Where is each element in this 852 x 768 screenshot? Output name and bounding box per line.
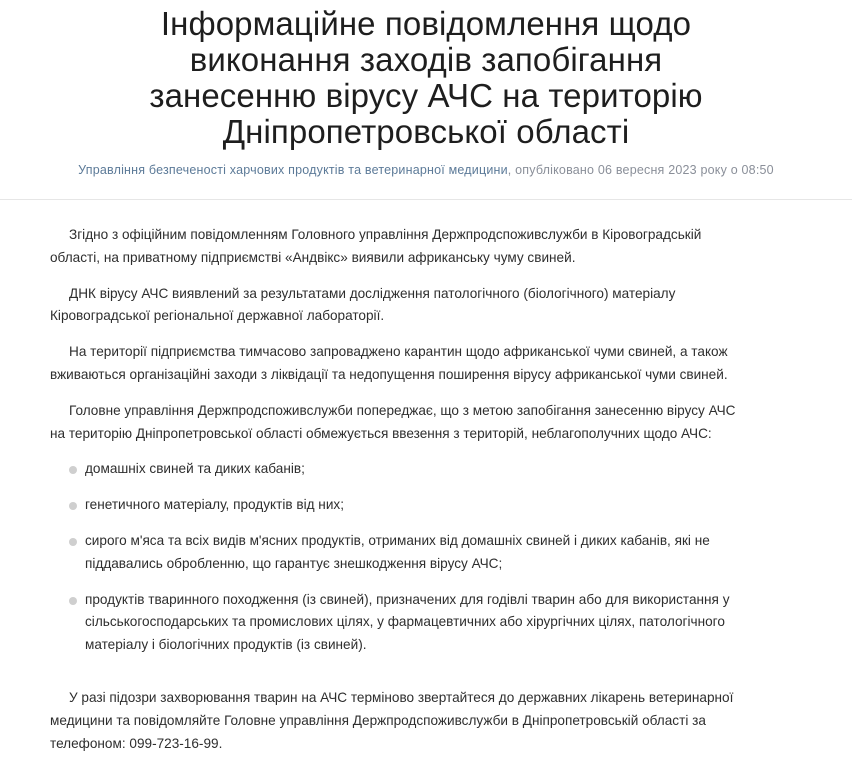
closing-paragraph: У разі підозри захворювання тварин на АЧС терміново звертайтеся до державних лікарень ветеринарної медицини та повідомляйте Головне управління Держпродспоживслужби в Дніпропетровській області за телефоном: 099-723-16-99. (50, 689, 734, 751)
header-divider (0, 199, 852, 200)
paragraph: На території підприємства тимчасово запроваджено карантин щодо африканської чуми свиней, а також вживаються організаційні заходи з ліквідації та недопущення поширення вірусу африканської чуми свиней. (50, 344, 728, 382)
list-item (50, 458, 752, 481)
list-item-text: генетичного матеріалу, продуктів від них; (85, 497, 344, 513)
list-item (50, 494, 752, 517)
organization-link[interactable]: Управління безпеченості харчових продуктів та ветеринарної медицини (78, 163, 508, 177)
bullet-icon (69, 466, 77, 474)
bullet-icon (69, 597, 77, 605)
list-item-text: домашніх свиней та диких кабанів; (85, 461, 305, 477)
restriction-list (50, 458, 752, 657)
list-item (50, 589, 752, 657)
paragraph: ДНК вірусу АЧС виявлений за результатами дослідження патологічного (біологічного) матеріалу Кіровоградської регіональної державної лабораторії. (50, 285, 676, 324)
paragraph: Головне управління Держпродспоживслужби попереджає, що з метою запобігання занесенню вірусу АЧС на територію Дніпропетровської області обмежується ввезення з територій, неблагополучних щодо АЧС: (50, 402, 736, 441)
article-body (50, 224, 752, 768)
paragraph: Згідно з офіційним повідомленням Головного управління Держпродспоживслужби в Кіровоградській області, на приватному підприємстві «Андвікс» виявили африканську чуму свиней. (50, 227, 702, 265)
article-title: Інформаційне повідомлення щодо виконання заходів запобігання занесенню вірусу АЧС на територію Дніпропетровської області (149, 5, 703, 150)
bullet-icon (69, 538, 77, 546)
article-meta (0, 162, 852, 178)
article-header (0, 0, 852, 200)
list-item-text: продуктів тваринного походження (із свиней), призначених для годівлі тварин або для використання у сільськогосподарських та промислових цілях, у фармацевтичних або хірургічних цілях, патологічного матеріалу і біологічних продуктів (із свиней). (85, 591, 730, 653)
list-item-text: сирого м'яса та всіх видів м'ясних продуктів, отриманих від домашніх свиней і диких кабанів, які не піддавались обробленню, що гарантує знешкодження вірусу АЧС; (85, 532, 710, 571)
published-date: , опубліковано 06 вересня 2023 року о 08:50 (507, 163, 774, 177)
list-item (50, 530, 752, 576)
bullet-icon (69, 502, 77, 510)
